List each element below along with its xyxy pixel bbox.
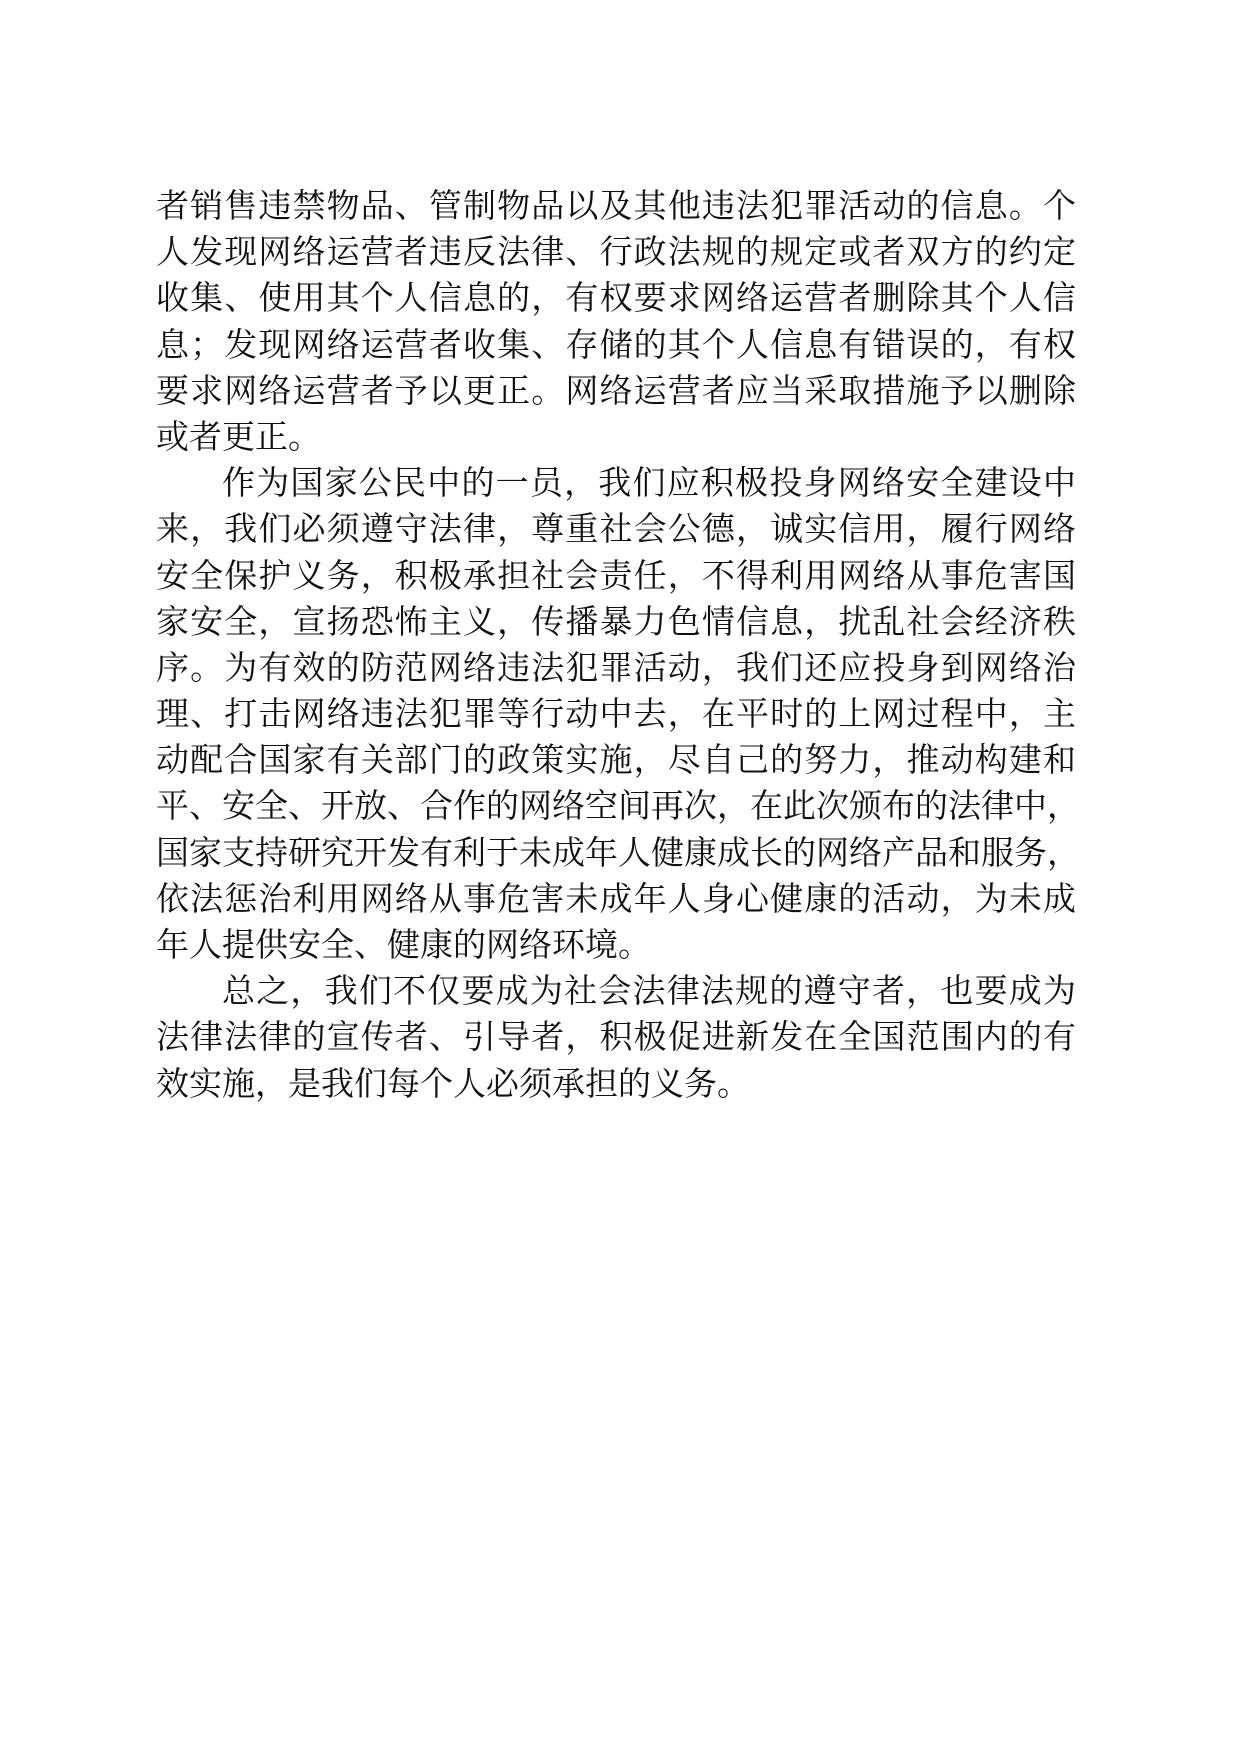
paragraph-line: 平、安全、开放、合作的网络空间再次，在此次颁布的法律中， [156,786,1080,826]
document-body [156,183,1080,1107]
paragraph-line: 来，我们必须遵守法律，尊重社会公德，诚实信用，履行网络 [156,509,1076,549]
paragraph-line: 或者更正。 [156,416,321,456]
paragraph-line: 效实施，是我们每个人必须承担的义务。 [156,1063,750,1103]
paragraph-line: 作为国家公民中的一员，我们应积极投身网络安全建设中 [222,463,1076,503]
paragraph-line: 收集、使用其个人信息的，有权要求网络运营者删除其个人信 [156,278,1076,318]
paragraph-line: 依法惩治利用网络从事危害未成年人身心健康的活动，为未成 [156,878,1076,918]
paragraph-line: 法律法律的宣传者、引导者，积极促进新发在全国范围内的有 [156,1017,1076,1057]
paragraph-line: 动配合国家有关部门的政策实施，尽自己的努力，推动构建和 [156,740,1076,780]
paragraph-line: 要求网络运营者予以更正。网络运营者应当采取措施予以删除 [156,370,1076,410]
paragraph-line: 序。为有效的防范网络违法犯罪活动，我们还应投身到网络治 [156,647,1076,687]
paragraph-2 [156,460,1080,968]
paragraph-line: 人发现网络运营者违反法律、行政法规的规定或者双方的约定 [156,232,1076,272]
paragraph-line: 年人提供安全、健康的网络环境。 [156,925,651,964]
paragraph-line: 安全保护义务，积极承担社会责任，不得利用网络从事危害国 [156,555,1076,595]
paragraph-line: 息；发现网络运营者收集、存储的其个人信息有错误的，有权 [156,324,1076,364]
paragraph-1 [156,183,1076,460]
paragraph-3 [156,968,1076,1107]
paragraph-line: 者销售违禁物品、管制物品以及其他违法犯罪活动的信息。个 [156,186,1076,225]
paragraph-line: 理、打击网络违法犯罪等行动中去，在平时的上网过程中，主 [156,694,1076,734]
paragraph-line: 国家支持研究开发有利于未成年人健康成长的网络产品和服务， [156,832,1080,872]
paragraph-line: 总之，我们不仅要成为社会法律法规的遵守者，也要成为 [222,971,1076,1011]
paragraph-line: 家安全，宣扬恐怖主义，传播暴力色情信息，扰乱社会经济秩 [156,601,1076,641]
